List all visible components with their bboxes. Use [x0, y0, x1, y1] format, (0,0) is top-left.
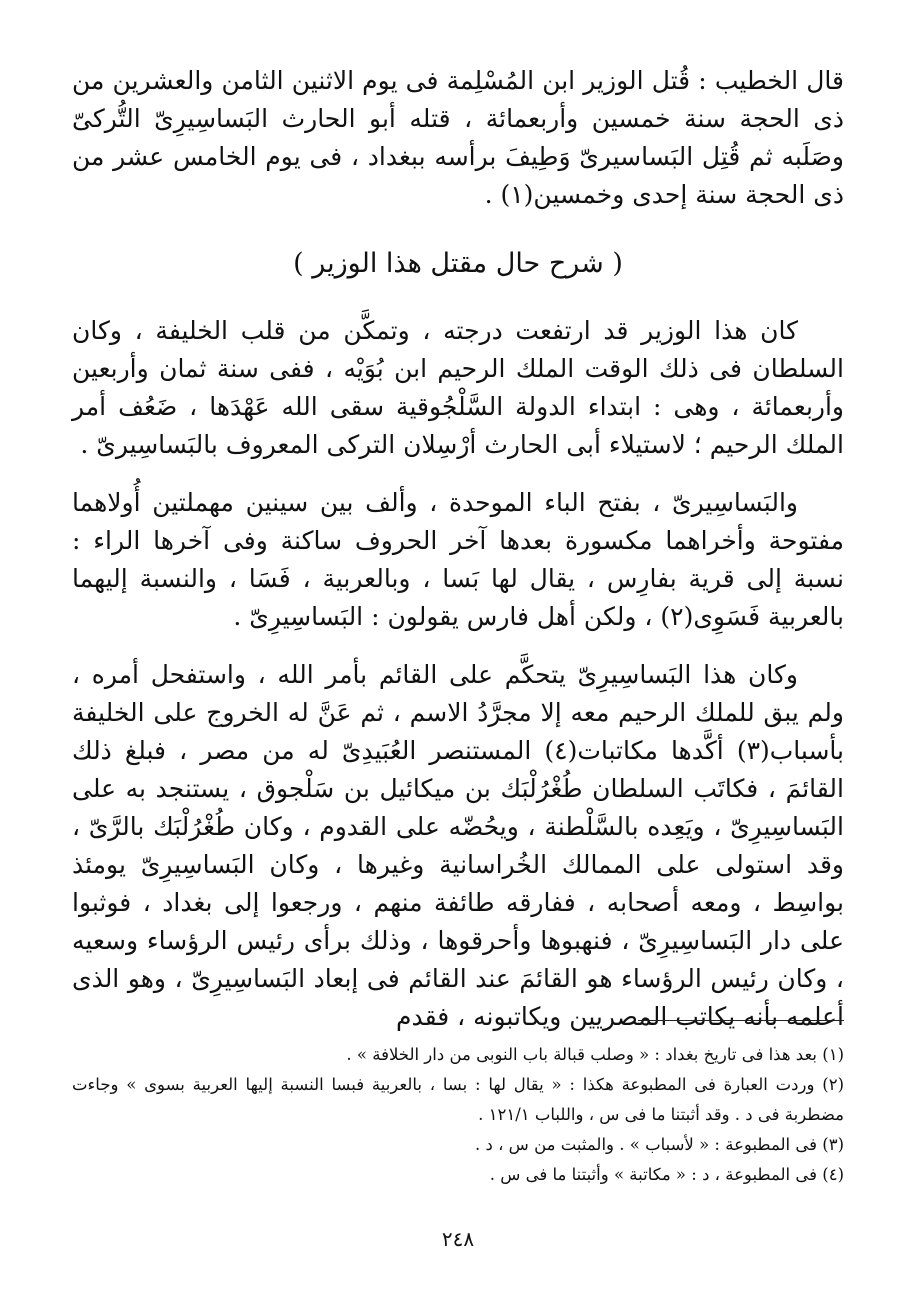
body-paragraph-basasiri-name: والبَساسِيرىّ ، بفتح الباء الموحدة ، وألف بين سينين مهملتين أُولاهما مفتوحة وأخراهما مكسورة بعدها آخر الحروف ساكنة وفى آخرها الراء : نسبة إلى قرية بفارِس ، يقال لها بَسا ، وبالعربية ، فَسَا ، والنسبة إليهما بالعربية فَسَوِى(٢) ، ولكن أهل فارس يقولون : البَساسِيرِىّ .	[72, 488, 844, 631]
book-page	[72, 62, 844, 1302]
footnote-3: (٣) فى المطبوعة : « لأسباب » . والمثبت من س ، د .	[475, 1135, 844, 1154]
opening-paragraph: قال الخطيب : قُتل الوزير ابن المُسْلِمة فى يوم الاثنين الثامن والعشرين من ذى الحجة سنة خمسين وأربعمائة ، قتله أبو الحارث البَساسِيرِىّ التُّركىّ وصَلَبه ثم قُتِل البَساسيرىّ وَطِيفَ برأسه ببغداد ، فى يوم الخامس عشر من ذى الحجة سنة إحدى وخمسين(١) .	[72, 66, 844, 209]
body-paragraph-basasiri-rise: وكان هذا البَساسِيرِىّ يتحكَّم على القائم بأمر الله ، واستفحل أمره ، ولم يبق للملك الرحيم معه إلا مجرَّدُ الاسم ، ثم عَنَّ له الخروج على الخليفة بأسباب(٣) أكَّدها مكاتبات(٤) المستنصر العُبَيدِىّ له من مصر ، فبلغ ذلك القائمَ ، فكاتَب السلطان طُغْرُلْبَك بن ميكائيل بن سَلْجوق ، يستنجد به على البَساسِيرِىّ ، ويَعِده بالسَّلْطنة ، ويحُضّه على القدوم ، وكان طُغْرُلْبَك بالرَّىّ ، وقد استولى على الممالك الخُراسانية وغيرها ، وكان البَساسِيرِىّ يومئذ بواسِط ، ومعه أصحابه ، ففارقه طائفة منهم ، ورجعوا إلى بغداد ، فوثبوا على دار البَساسِيرِىّ ، فنهبوها وأحرقوها ، وذلك برأى رئيس الرؤساء وسعيه ، وكان رئيس الرؤساء هو القائمَ عند القائم فى إبعاد البَساسِيرِىّ ، وهو الذى أعلمه بأنه يكاتب المصريين ويكاتبونه ، فقدم	[72, 660, 844, 1031]
footnote-2: (٢) وردت العبارة فى المطبوعة هكذا : « يقال لها : بسا ، بالعربية فبسا النسبة إليها العربية بسوى » وجاءت مضطربة فى د . وقد أثبتنا ما فى س ، واللباب ١٢١/١ .	[72, 1075, 844, 1124]
footnote-4: (٤) فى المطبوعة ، د : « مكاتبة » وأثبتنا ما فى س .	[489, 1165, 844, 1184]
section-heading: ( شرح حال مقتل هذا الوزير )	[293, 248, 623, 279]
footnotes	[72, 1040, 844, 1190]
body-paragraph-vizier: كان هذا الوزير قد ارتفعت درجته ، وتمكَّن من قلب الخليفة ، وكان السلطان فى ذلك الوقت الملك الرحيم ابن بُوَيْه ، ففى سنة ثمان وأربعين وأربعمائة ، وهى : ابتداء الدولة السَّلْجُوقية سقى الله عَهْدَها ، ضَعُف أمر الملك الرحيم ؛ لاستيلاء أبى الحارث أرْسِلان التركى المعروف بالبَساسِيرىّ .	[72, 316, 844, 459]
footnote-divider	[638, 1020, 844, 1021]
footnote-1: (١) بعد هذا فى تاريخ بغداد : « وصلب قبالة باب النوبى من دار الخلافة » .	[346, 1045, 844, 1064]
page-number: ٢٤٨	[441, 1227, 475, 1251]
